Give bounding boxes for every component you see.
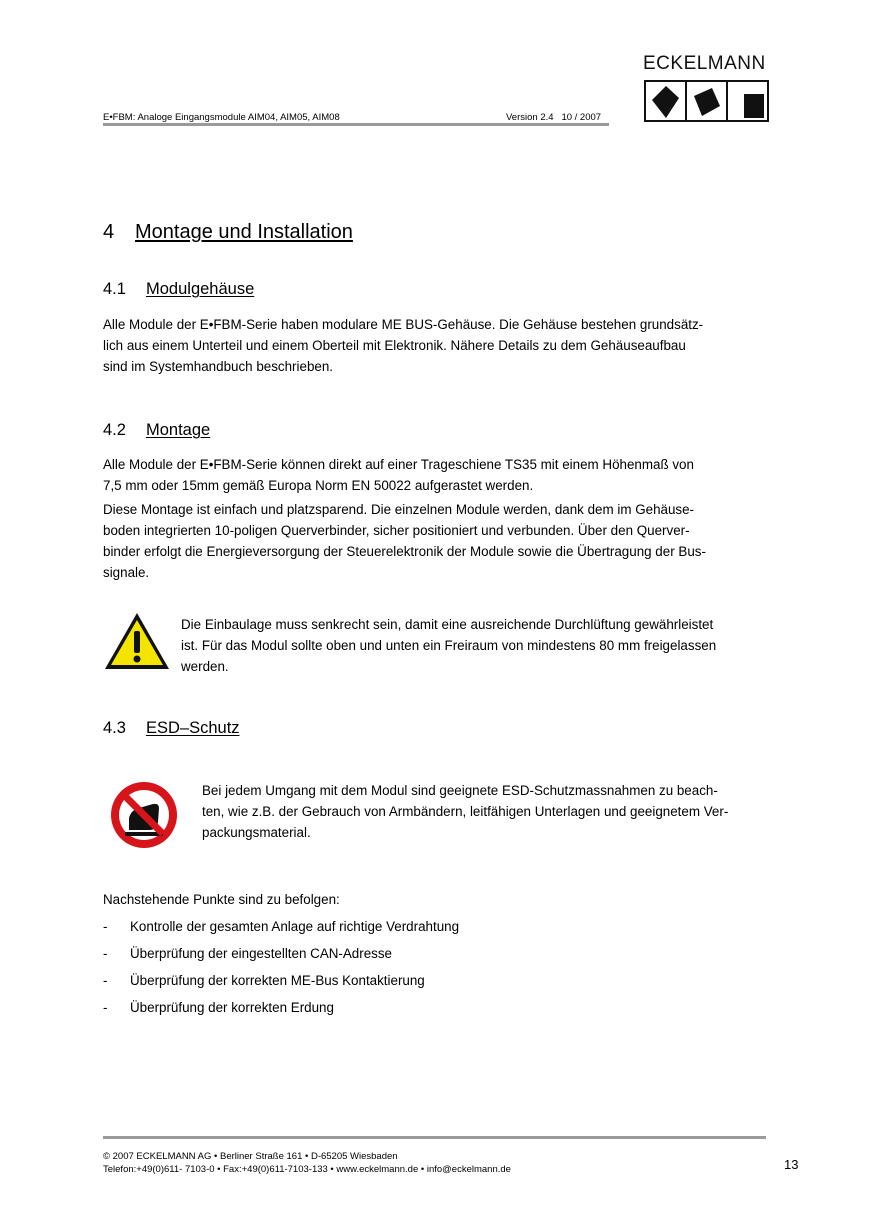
chapter-number: 4 — [103, 221, 115, 243]
section-number: 4.3 — [103, 719, 126, 737]
list-item: - Überprüfung der eingestellten CAN-Adresse — [103, 946, 393, 961]
header-version: Version 2.4 10 / 2007 — [506, 112, 602, 123]
section-4-3-heading — [103, 719, 240, 738]
list-item: - Überprüfung der korrekten Erdung — [103, 1000, 334, 1015]
section-4-1-heading — [103, 280, 254, 299]
esd-note: Bei jedem Umgang mit dem Modul sind geeignete ESD-Schutzmassnahmen zu beach- ten, wie z.B. der Gebrauch von Armbändern, leitfähigen Unterlagen und geeignetem Ver- packungsmaterial. — [202, 783, 729, 840]
header-rule — [103, 123, 609, 126]
section-number: 4.1 — [103, 280, 126, 298]
footer-address: © 2007 ECKELMANN AG • Berliner Straße 161 • D-65205 Wiesbaden — [103, 1151, 398, 1162]
section-number: 4.2 — [103, 421, 126, 439]
header-doc-title: E•FBM: Analoge Eingangsmodule AIM04, AIM05, AIM08 — [103, 112, 340, 123]
page-number: 13 — [784, 1157, 799, 1172]
warning-note: Die Einbaulage muss senkrecht sein, damit eine ausreichende Durchlüftung gewährleistet ist. Für das Modul sollte oben und unten ein Freiraum von mindestens 80 mm freigelassen werden. — [181, 617, 717, 674]
section-4-2-paragraph-1: Alle Module der E•FBM-Serie können direkt auf einer Trageschiene TS35 mit einem Höhenmaß von 7,5 mm oder 15mm gemäß Europa Norm EN 50022 aufgerastet werden. — [103, 457, 694, 493]
chapter-heading — [103, 221, 353, 244]
checklist-intro: Nachstehende Punkte sind zu befolgen: — [103, 892, 340, 907]
esd-prohibition-icon — [109, 780, 179, 850]
warning-triangle-icon — [103, 611, 171, 671]
list-item: - Kontrolle der gesamten Anlage auf richtige Verdrahtung — [103, 919, 460, 934]
section-title: Modulgehäuse — [146, 280, 255, 298]
chapter-title: Montage und Installation — [135, 221, 353, 243]
section-title: Montage — [146, 421, 211, 439]
logo-text: ECKELMANN — [643, 53, 766, 74]
footer-rule — [103, 1136, 766, 1139]
section-4-2-heading — [103, 421, 210, 440]
section-4-1-paragraph: Alle Module der E•FBM-Serie haben modulare ME BUS-Gehäuse. Die Gehäuse bestehen grundsätz- lich aus einem Unterteil und einem Oberteil mit Elektronik. Nähere Details zu dem Gehäuseaufbau sind im Systemhandbuch beschrieben. — [103, 317, 704, 374]
section-4-2-paragraph-2: Diese Montage ist einfach und platzsparend. Die einzelnen Module werden, dank dem im Gehäuse- boden integrierten 10-poligen Querverbinder, sicher positioniert und verbunden. Über den Querver- binder erfolgt die Energieversorgung der Steuerelektronik der Module sowie die Übertragung der Bus- signale. — [103, 502, 706, 580]
eckelmann-logo-icon — [644, 80, 769, 122]
section-title: ESD–Schutz — [146, 719, 240, 737]
list-item: - Überprüfung der korrekten ME-Bus Kontaktierung — [103, 973, 425, 988]
footer-contact: Telefon:+49(0)611- 7103-0 • Fax:+49(0)611-7103-133 • www.eckelmann.de • info@eckelmann.de — [103, 1164, 511, 1175]
